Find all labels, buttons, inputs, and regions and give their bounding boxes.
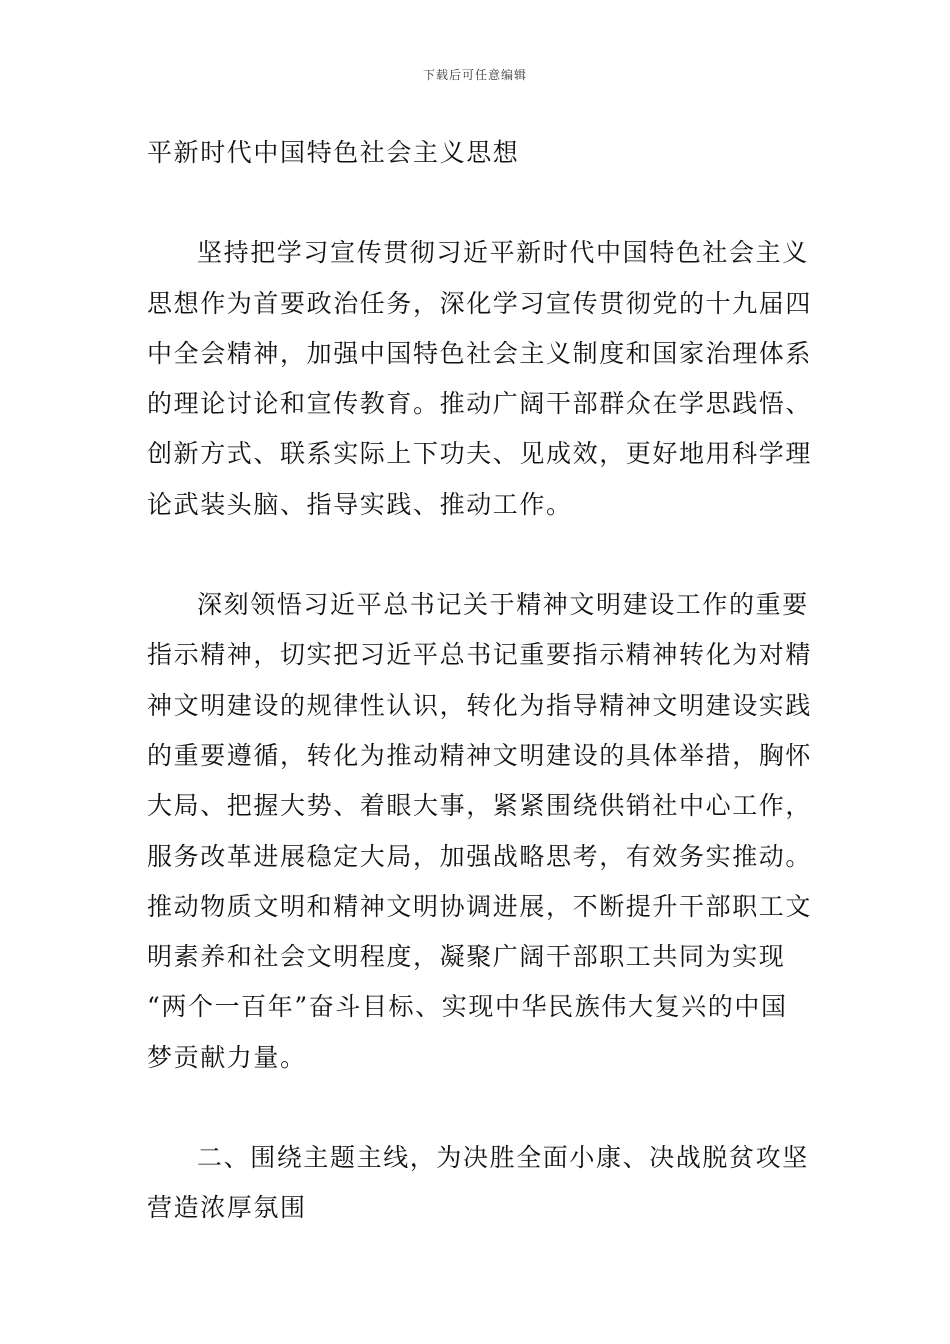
paragraph-gap <box>147 530 807 580</box>
page-header: 下载后可任意编辑 <box>422 68 527 82</box>
paragraph-line: 坚持把学习宣传贯彻习近平新时代中国特色社会主义 <box>197 238 809 268</box>
paragraph-line: “两个一百年”奋斗目标、实现中华民族伟大复兴的中国 <box>147 992 788 1022</box>
heading-line: 二、围绕主题主线，为决胜全面小康、决战脱贫攻坚 <box>197 1143 809 1173</box>
paragraph-line: 神文明建设的规律性认识，转化为指导精神文明建设实践 <box>147 690 813 720</box>
paragraph-line: 思想作为首要政治任务，深化学习宣传贯彻党的十九届四 <box>147 288 813 318</box>
paragraph-line: 明素养和社会文明程度，凝聚广阔干部职工共同为实现 <box>147 942 786 972</box>
paragraph-line: 指示精神，切实把习近平总书记重要指示精神转化为对精 <box>147 640 813 670</box>
paragraph-line: 深刻领悟习近平总书记关于精神文明建设工作的重要 <box>197 590 809 620</box>
heading-line: 营造浓厚氛围 <box>147 1193 307 1223</box>
paragraph-gap <box>147 178 807 228</box>
paragraph-line: 论武装头脑、指导实践、推动工作。 <box>147 489 573 519</box>
paragraph-gap <box>147 1083 807 1133</box>
paragraph-2 <box>147 580 813 1083</box>
paragraph-line: 的重要遵循，转化为推动精神文明建设的具体举措，胸怀 <box>147 740 813 770</box>
paragraph-line: 大局、把握大势、着眼大事，紧紧围绕供销社中心工作， <box>147 791 813 821</box>
paragraph-line: 创新方式、联系实际上下功夫、见成效，更好地用科学理 <box>147 439 813 469</box>
paragraph-1 <box>147 228 813 530</box>
section-heading <box>147 1133 807 1234</box>
paragraph-line: 服务改革进展稳定大局，加强战略思考，有效务实推动。 <box>147 841 813 871</box>
paragraph-line: 推动物质文明和精神文明协调进展，不断提升干部职工文 <box>147 891 813 921</box>
paragraph-line: 的理论讨论和宣传教育。推动广阔干部群众在学思践悟、 <box>147 389 813 419</box>
paragraph-line: 中全会精神，加强中国特色社会主义制度和国家治理体系 <box>147 338 813 368</box>
paragraph-line: 梦贡献力量。 <box>147 1042 307 1072</box>
continued-line: 平新时代中国特色社会主义思想 <box>147 138 520 167</box>
document-body <box>147 128 813 1234</box>
